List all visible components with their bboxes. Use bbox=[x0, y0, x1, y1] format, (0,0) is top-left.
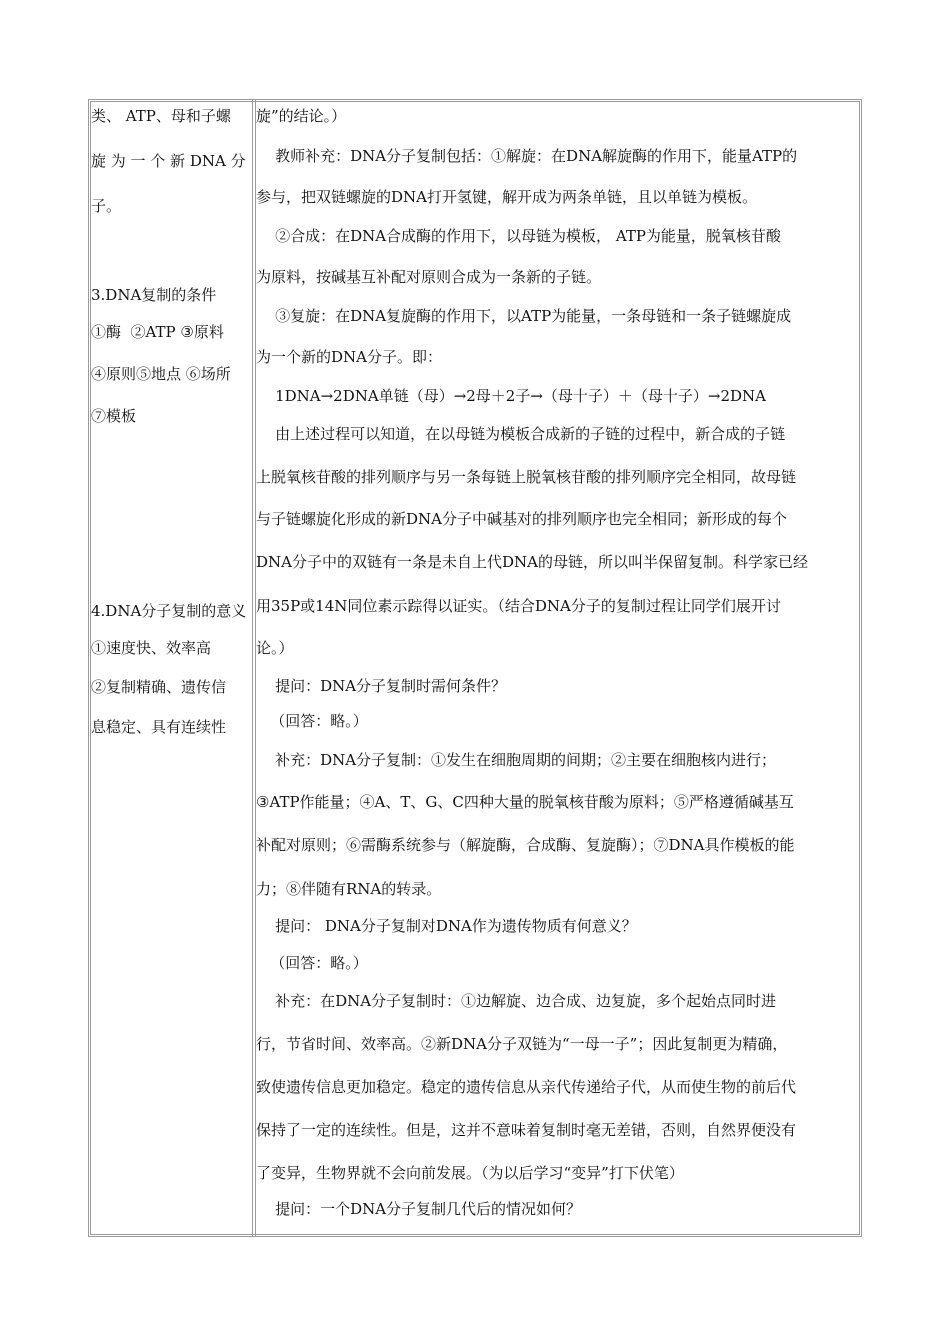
section4-line-2: ②复制精确、遗传信 bbox=[91, 678, 227, 696]
body-line-22: （回答：略。） bbox=[256, 954, 368, 972]
body-line-16: （回答：略。） bbox=[256, 712, 368, 730]
body-line-26: 保持了一定的连续性。但是，这并不意味着复制时毫无差错，否则，自然界便没有 bbox=[256, 1121, 797, 1139]
section4-line-1: ①速度快、效率高 bbox=[91, 639, 212, 657]
body-line-9: 由上述过程可以知道，在以母链为模板合成新的子链的过程中，新合成的子链 bbox=[256, 425, 786, 443]
section3-line-3: ⑦模板 bbox=[91, 407, 137, 425]
body-line-21: 提问： DNA分子复制对DNA作为遗传物质有何意义？ bbox=[256, 917, 637, 935]
body-line-2: 教师补充：DNA分子复制包括：①解旋：在DNA解旋酶的作用下，能量ATP的 bbox=[256, 147, 798, 165]
body-line-5: 为原料，按碱基互补配对原则合成为一条新的子链。 bbox=[256, 268, 602, 286]
body-line-12: DNA分子中的双链有一条是未自上代DNA的母链，所以叫半保留复制。科学家已经 bbox=[256, 553, 808, 571]
left-intro-line-1: 类、 ATP、母和子螺 bbox=[91, 107, 231, 125]
body-line-24: 行，节省时间、效率高。②新DNA分子双链为“一母一子”；因此复制更为精确， bbox=[256, 1035, 788, 1053]
left-intro-line-2: 旋 为 一 个 新 DNA 分 bbox=[91, 152, 246, 170]
body-line-11: 与子链螺旋化形成的新DNA分子中碱基对的排列顺序也完全相同；新形成的每个 bbox=[256, 510, 787, 528]
body-line-25: 致使遗传信息更加稳定。稳定的遗传信息从亲代传递给子代，从而使生物的前后代 bbox=[256, 1078, 797, 1096]
body-line-27: 了变异，生物界就不会向前发展。（为以后学习“变异”打下伏笔） bbox=[256, 1164, 684, 1182]
body-line-18: ③ATP作能量；④A、T、G、C四种大量的脱氧核苷酸为原料；⑤严格遵循碱基互 bbox=[256, 793, 794, 811]
body-line-14: 论。） bbox=[256, 639, 294, 657]
section4-line-3: 息稳定、具有连续性 bbox=[91, 718, 227, 736]
body-line-19: 补配对原则；⑥需酶系统参与（解旋酶，合成酶、复旋酶）；⑦DNA具作模板的能 bbox=[256, 836, 795, 854]
body-line-23: 补充：在DNA分子复制时：①边解旋、边合成、边复旋，多个起始点同时进 bbox=[256, 992, 777, 1010]
body-line-3: 参与，把双链螺旋的DNA打开氢键，解开成为两条单链，且以单链为模板。 bbox=[256, 188, 757, 206]
body-line-7: 为一个新的DNA分子。即： bbox=[256, 348, 442, 366]
left-intro-line-3: 子。 bbox=[91, 197, 122, 215]
body-line-8: 1DNA→2DNA单链（母）→2母＋2子→（母十子）＋（母十子）→2DNA bbox=[256, 387, 767, 405]
section3-line-1: ①酶 ②ATP ③原料 bbox=[91, 323, 224, 341]
section3-title: 3.DNA复制的条件 bbox=[91, 286, 217, 304]
body-line-15: 提问：DNA分子复制时需何条件？ bbox=[256, 677, 507, 695]
body-line-4: ②合成：在DNA合成酶的作用下，以母链为模板， ATP为能量，脱氧核苷酸 bbox=[256, 227, 781, 245]
body-line-20: 力；⑧伴随有RNA的转录。 bbox=[256, 880, 442, 898]
body-line-6: ③复旋：在DNA复旋酶的作用下，以ATP为能量，一条母链和一条子链螺旋成 bbox=[256, 307, 792, 325]
body-line-28: 提问：一个DNA分子复制几代后的情况如何？ bbox=[256, 1200, 582, 1218]
body-line-13: 用35P或14N同位素示踪得以证实。（结合DNA分子的复制过程让同学们展开讨 bbox=[256, 597, 781, 615]
body-line-10: 上脱氧核苷酸的排列顺序与另一条每链上脱氧核苷酸的排列顺序完全相同，故母链 bbox=[256, 468, 797, 486]
section4-title: 4.DNA分子复制的意义 bbox=[91, 602, 247, 620]
body-line-1: 旋”的结论。） bbox=[256, 107, 347, 125]
body-line-17: 补充：DNA分子复制：①发生在细胞周期的间期；②主要在细胞核内进行； bbox=[256, 751, 777, 769]
section3-line-2: ④原则⑤地点 ⑥场所 bbox=[91, 365, 231, 383]
